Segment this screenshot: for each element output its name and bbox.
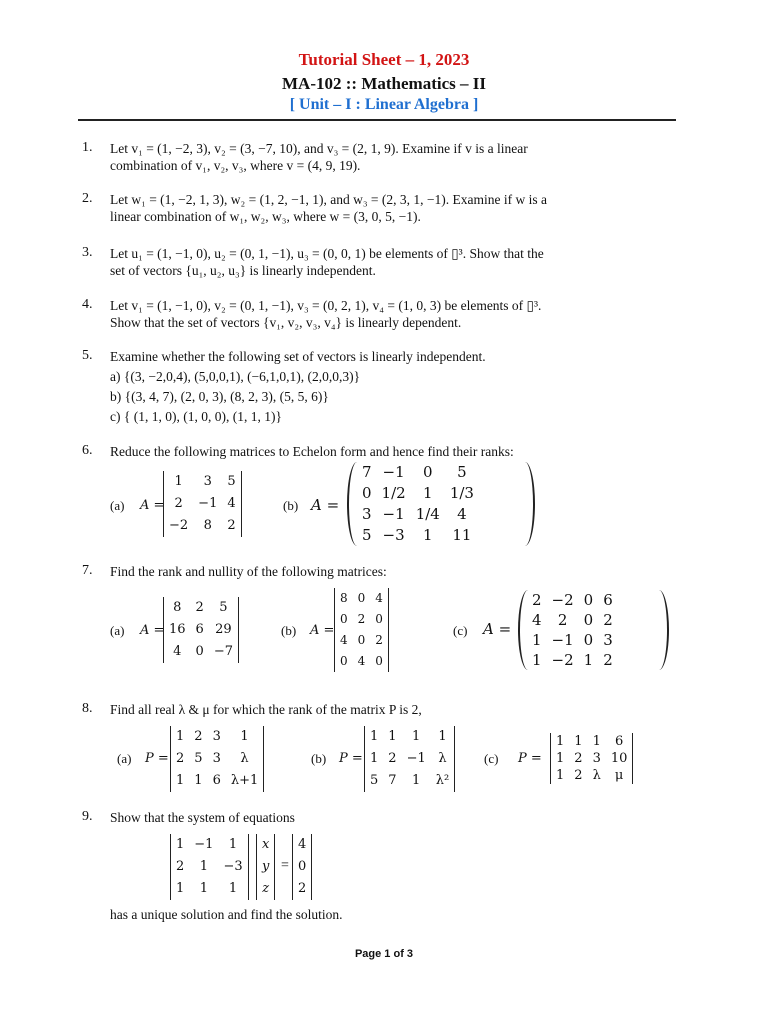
matrix-cell: 5 — [370, 773, 379, 788]
matrix-cell: −1 — [382, 505, 405, 523]
q9-rhs-vector — [292, 834, 312, 900]
matrix-cell: 2 — [557, 611, 568, 629]
matrix-cell: 5 — [219, 600, 228, 615]
q6-part-a-label: (a) — [110, 498, 125, 513]
matrix-row — [164, 597, 239, 619]
matrix-cell: y — [262, 859, 270, 874]
matrix-cell: 0 — [195, 644, 204, 659]
matrix-cell: 29 — [215, 622, 232, 637]
matrix-row — [527, 630, 618, 650]
q7b-matrix-name: A = — [310, 623, 335, 638]
matrix-row — [365, 748, 455, 770]
matrix-cell: 1 — [583, 651, 594, 669]
matrix-cell: 0 — [298, 859, 307, 874]
q8-line1: Find all real λ & μ for which the rank of the matrix P is 2, — [110, 702, 422, 717]
matrix-cell: 2 — [298, 881, 307, 896]
matrix-cell: 5 — [457, 463, 467, 481]
matrix-cell: −1 — [382, 463, 405, 481]
matrix-cell: −1 — [551, 631, 574, 649]
matrix-row — [164, 515, 242, 537]
matrix-cell: 3 — [203, 474, 212, 489]
matrix-row — [257, 878, 275, 900]
q5-part-b: b) {(3, 4, 7), (2, 0, 3), (8, 2, 3), (5, 5, 6)} — [110, 389, 329, 404]
q6b-matrix — [357, 462, 479, 546]
matrix-cell: 1/3 — [449, 484, 474, 502]
matrix-row — [257, 856, 275, 878]
matrix-row — [357, 462, 479, 483]
matrix-cell: 1 — [438, 729, 447, 744]
matrix-row — [551, 750, 633, 767]
matrix-cell: 1 — [199, 859, 208, 874]
matrix-cell: 8 — [203, 518, 212, 533]
q1-number: 1. — [82, 140, 93, 155]
matrix-cell: 1 — [388, 729, 397, 744]
matrix-cell: −2 — [551, 591, 574, 609]
matrix-cell: 1 — [412, 729, 421, 744]
matrix-cell: 1 — [592, 734, 601, 749]
matrix-row — [293, 834, 312, 856]
matrix-cell: 2 — [176, 751, 185, 766]
matrix-cell: 3 — [212, 751, 221, 766]
matrix-cell: 4 — [298, 837, 307, 852]
matrix-cell: 2 — [195, 600, 204, 615]
matrix-cell: 1 — [532, 631, 542, 649]
sheet-title: Tutorial Sheet – 1, 2023 — [298, 50, 470, 69]
matrix-cell: 4 — [457, 505, 467, 523]
matrix-row — [357, 483, 479, 504]
q8-part-c-label: (c) — [484, 751, 499, 766]
matrix-cell: −7 — [213, 644, 233, 659]
matrix-cell: 11 — [452, 526, 472, 544]
matrix-cell: 4 — [375, 591, 383, 605]
q7-part-a-label: (a) — [110, 623, 125, 638]
matrix-row — [293, 856, 312, 878]
matrix-cell: 2 — [357, 612, 366, 626]
matrix-cell: 16 — [169, 622, 186, 637]
q6-part-b-label: (b) — [283, 498, 299, 513]
matrix-row — [171, 748, 264, 770]
header-divider — [78, 119, 676, 121]
matrix-cell: 0 — [340, 654, 348, 668]
matrix-cell: 1 — [240, 729, 249, 744]
matrix-cell: 7 — [362, 463, 372, 481]
matrix-cell: 2 — [603, 611, 613, 629]
matrix-cell: 8 — [173, 600, 182, 615]
q7-line1: Find the rank and nullity of the following matrices: — [110, 564, 387, 579]
q4-line1: Let v₁ = (1, −1, 0), v₂ = (0, 1, −1), v₃ = (0, 2, 1), v₄ = (1, 0, 3) be elements of ▯³. — [110, 298, 542, 313]
matrix-cell: 4 — [227, 496, 236, 511]
matrix-cell: 2 — [176, 859, 185, 874]
matrix-row — [171, 770, 264, 792]
matrix-row — [164, 471, 242, 493]
matrix-cell: 0 — [583, 611, 594, 629]
q7c-matrix-name: A = — [483, 620, 512, 638]
matrix-row — [335, 651, 389, 672]
matrix-cell: 1 — [412, 773, 421, 788]
matrix-cell: 1 — [574, 734, 583, 749]
matrix-cell: 1 — [194, 773, 203, 788]
q5-part-c: c) { (1, 1, 0), (1, 0, 0), (1, 1, 1)} — [110, 409, 282, 424]
matrix-cell: z — [262, 881, 270, 896]
matrix-row — [171, 878, 249, 900]
matrix-row — [527, 590, 618, 610]
matrix-row — [365, 726, 455, 748]
matrix-cell: 2 — [174, 496, 183, 511]
course-title: MA-102 :: Mathematics – II — [282, 74, 486, 93]
matrix-row — [164, 619, 239, 641]
matrix-cell: 1 — [199, 881, 208, 896]
matrix-cell: −2 — [169, 518, 189, 533]
matrix-cell: 1 — [176, 881, 185, 896]
matrix-cell: 1 — [228, 881, 238, 896]
q9-number: 9. — [82, 809, 93, 824]
q7-part-b-label: (b) — [281, 623, 297, 638]
matrix-cell: 1 — [370, 729, 379, 744]
q2-number: 2. — [82, 191, 93, 206]
matrix-cell: 0 — [357, 633, 366, 647]
matrix-cell: −1 — [406, 751, 426, 766]
matrix-cell: 1 — [532, 651, 542, 669]
matrix-cell: 0 — [375, 612, 383, 626]
q3-line2: set of vectors {u₁, u₂, u₃} is linearly independent. — [110, 263, 376, 278]
q4-number: 4. — [82, 297, 93, 312]
matrix-cell: 1 — [422, 526, 433, 544]
matrix-cell: 1 — [370, 751, 379, 766]
matrix-cell: 5 — [194, 751, 203, 766]
matrix-cell: 1 — [176, 729, 185, 744]
matrix-cell: 2 — [603, 651, 613, 669]
q1-line2: combination of v₁, v₂, v₃, where v = (4, 9, 19). — [110, 158, 361, 173]
q7a-matrix-name: A = — [140, 623, 165, 638]
matrix-cell: 4 — [340, 633, 348, 647]
matrix-cell: 2 — [194, 729, 203, 744]
matrix-row — [551, 767, 633, 784]
matrix-cell: 3 — [592, 751, 601, 766]
matrix-cell: 8 — [340, 591, 348, 605]
matrix-cell: 4 — [173, 644, 182, 659]
matrix-cell: 1 — [556, 768, 565, 783]
matrix-cell: 6 — [195, 622, 204, 637]
q7-number: 7. — [82, 563, 93, 578]
matrix-cell: 1 — [556, 734, 565, 749]
matrix-row — [257, 834, 275, 856]
q8-number: 8. — [82, 701, 93, 716]
matrix-row — [357, 525, 479, 546]
matrix-row — [293, 878, 312, 900]
q8a-matrix-name: P = — [145, 751, 169, 766]
matrix-cell: 6 — [603, 591, 613, 609]
matrix-cell: −3 — [382, 526, 405, 544]
matrix-cell: 0 — [340, 612, 348, 626]
q8-part-a-label: (a) — [117, 751, 132, 766]
q7-part-c-label: (c) — [453, 623, 468, 638]
matrix-cell: 3 — [212, 729, 221, 744]
q7c-matrix — [527, 590, 618, 670]
matrix-cell: −3 — [223, 859, 243, 874]
q8-part-b-label: (b) — [311, 751, 327, 766]
q8b-matrix-name: P = — [339, 751, 363, 766]
matrix-row — [335, 609, 389, 630]
matrix-cell: λ+1 — [230, 773, 259, 788]
q6b-right-paren-icon — [515, 462, 535, 546]
matrix-cell: 2 — [574, 751, 583, 766]
q6b-matrix-name: A = — [311, 496, 340, 514]
q9-line2: has a unique solution and find the solution. — [110, 907, 343, 922]
matrix-cell: 1 — [422, 484, 433, 502]
matrix-cell: 2 — [388, 751, 397, 766]
matrix-cell: μ — [614, 768, 624, 783]
matrix-cell: 6 — [212, 773, 221, 788]
matrix-cell: 1/4 — [415, 505, 440, 523]
matrix-cell: 5 — [362, 526, 372, 544]
q6a-matrix-name: A = — [140, 498, 165, 513]
matrix-cell: 1/2 — [381, 484, 406, 502]
matrix-cell: −2 — [551, 651, 574, 669]
q3-number: 3. — [82, 245, 93, 260]
matrix-cell: 10 — [610, 751, 628, 766]
q5-line1: Examine whether the following set of vectors is linearly independent. — [110, 349, 486, 364]
matrix-cell: 0 — [375, 654, 383, 668]
matrix-cell: 0 — [583, 591, 594, 609]
matrix-cell: 2 — [532, 591, 542, 609]
q8c-matrix — [550, 733, 633, 784]
matrix-row — [527, 610, 618, 630]
matrix-cell: 0 — [422, 463, 433, 481]
matrix-row — [551, 733, 633, 750]
matrix-cell: λ — [438, 751, 447, 766]
q3-line1: Let u₁ = (1, −1, 0), u₂ = (0, 1, −1), u₃ = (0, 0, 1) be elements of ▯³. Show that the — [110, 246, 544, 261]
matrix-cell: λ — [592, 768, 601, 783]
page-number: Page 1 of 3 — [354, 948, 414, 960]
matrix-cell: 0 — [357, 591, 366, 605]
q8b-matrix — [364, 726, 455, 792]
q4-line2: Show that the set of vectors {v₁, v₂, v₃, v₄} is linearly dependent. — [110, 315, 462, 330]
q7b-matrix — [334, 588, 389, 672]
matrix-cell: 1 — [174, 474, 183, 489]
matrix-cell: 1 — [556, 751, 565, 766]
unit-title: [ Unit – I : Linear Algebra ] — [289, 96, 479, 113]
matrix-cell: λ² — [435, 773, 450, 788]
q7a-matrix — [163, 597, 239, 663]
matrix-cell: 0 — [362, 484, 372, 502]
q6a-matrix — [163, 471, 242, 537]
q9-variable-vector — [256, 834, 275, 900]
q8a-matrix — [170, 726, 264, 792]
q1-line1: Let v₁ = (1, −2, 3), v₂ = (3, −7, 10), and v₃ = (2, 1, 9). Examine if v is a linear — [110, 141, 528, 156]
matrix-cell: 1 — [176, 773, 185, 788]
matrix-cell: 4 — [532, 611, 542, 629]
matrix-cell: 1 — [176, 837, 185, 852]
matrix-cell: 2 — [574, 768, 583, 783]
matrix-cell: 3 — [362, 505, 372, 523]
matrix-cell: 0 — [583, 631, 594, 649]
q9-coefficient-matrix — [170, 834, 249, 900]
q9-line1: Show that the system of equations — [110, 810, 295, 825]
matrix-cell: 1 — [228, 837, 238, 852]
matrix-cell: 5 — [227, 474, 236, 489]
q2-line2: linear combination of w₁, w₂, w₃, where w = (3, 0, 5, −1). — [110, 209, 421, 224]
matrix-row — [171, 856, 249, 878]
q2-line1: Let w₁ = (1, −2, 1, 3), w₂ = (1, 2, −1, 1), and w₃ = (2, 3, 1, −1). Examine if w is a — [110, 192, 547, 207]
q7c-right-paren-icon — [649, 590, 669, 670]
matrix-cell: −1 — [198, 496, 218, 511]
matrix-cell: 6 — [614, 734, 624, 749]
matrix-cell: 3 — [603, 631, 613, 649]
matrix-cell: x — [262, 837, 270, 852]
matrix-row — [527, 650, 618, 670]
q9-equals-sign: = — [281, 858, 289, 873]
matrix-row — [164, 641, 239, 663]
matrix-cell: −1 — [194, 837, 214, 852]
matrix-row — [357, 504, 479, 525]
matrix-cell: 2 — [375, 633, 383, 647]
matrix-row — [171, 834, 249, 856]
q6-number: 6. — [82, 443, 93, 458]
matrix-row — [365, 770, 455, 792]
matrix-row — [335, 588, 389, 609]
matrix-row — [164, 493, 242, 515]
q5-number: 5. — [82, 348, 93, 363]
q5-part-a: a) {(3, −2,0,4), (5,0,0,1), (−6,1,0,1), (2,0,0,3)} — [110, 369, 361, 384]
matrix-row — [171, 726, 264, 748]
matrix-cell: 4 — [357, 654, 366, 668]
matrix-row — [335, 630, 389, 651]
matrix-cell: λ — [240, 751, 249, 766]
q6-line1: Reduce the following matrices to Echelon form and hence find their ranks: — [110, 444, 514, 459]
matrix-cell: 7 — [388, 773, 397, 788]
q8c-matrix-name: P = — [518, 751, 542, 766]
matrix-cell: 2 — [227, 518, 236, 533]
